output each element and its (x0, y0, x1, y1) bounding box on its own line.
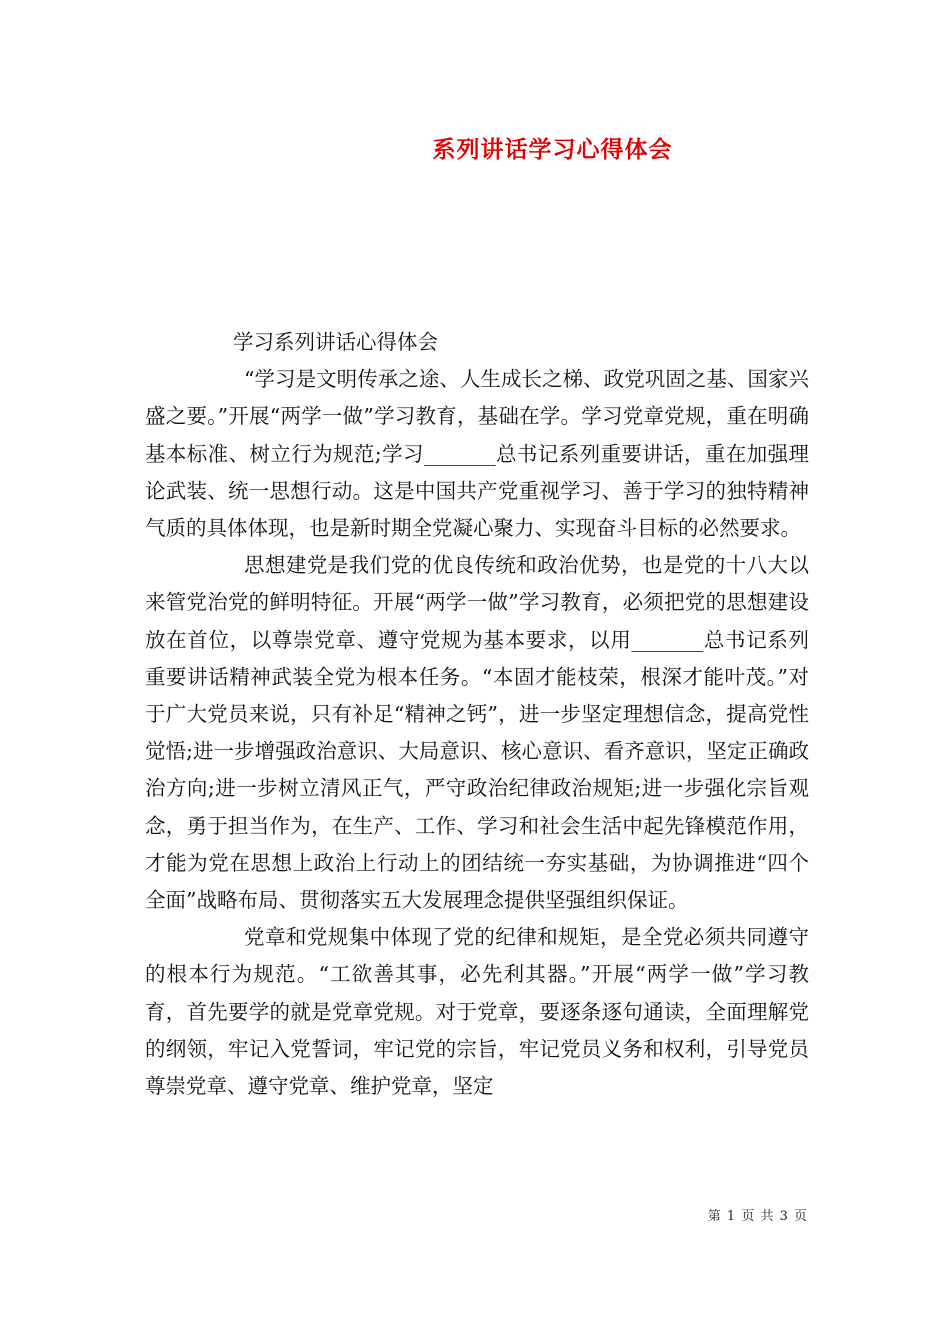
paragraph-3: 党章和党规集中体现了党的纪律和规矩，是全党必须共同遵守的根本行为规范。“工欲善其事，必先利其器。”开展“两学一做”学习教育，首先要学的就是党章党规。对于党章，要逐条逐句通读，全面理解党的纲领，牢记入党誓词，牢记党的宗旨，牢记党员义务和权利，引导党员尊崇党章、遵守党章、维护党章，坚定 (145, 925, 809, 1099)
document-title: 系列讲话学习心得体会 (432, 136, 673, 163)
paragraph-2: 思想建党是我们党的优良传统和政治优势，也是党的十八大以来管党治党的鲜明特征。开展“两学一做”学习教育，必须把党的思想建设放在首位，以尊崇党章、遵守党规为基本要求，以用_______总书记系列重要讲话精神武装全党为根本任务。“本固才能枝荣，根深才能叶茂。”对于广大党员来说，只有补足“精神之钙”，进一步坚定理想信念，提高党性觉悟;进一步增强政治意识、大局意识、核心意识、看齐意识，坚定正确政治方向;进一步树立清风正气，严守政治纪律政治规矩;进一步强化宗旨观念，勇于担当作为，在生产、工作、学习和社会生活中起先锋模范作用，才能为党在思想上政治上行动上的团结统一夯实基础，为协调推进“四个全面”战略布局、贯彻落实五大发展理念提供坚强组织保证。 (145, 553, 809, 913)
document-subtitle: 学习系列讲话心得体会 (233, 330, 438, 354)
document-body (145, 324, 809, 1105)
paragraph-1: “学习是文明传承之途、人生成长之梯、政党巩固之基、国家兴盛之要。”开展“两学一做”学习教育，基础在学。学习党章党规，重在明确基本标准、树立行为规范;学习_______总书记系列重要讲话，重在加强理论武装、统一思想行动。这是中国共产党重视学习、善于学习的独特精神气质的具体体现，也是新时期全党凝心聚力、实现奋斗目标的必然要求。 (145, 367, 809, 541)
page-number-footer: 第 1 页 共 3 页 (707, 1209, 808, 1224)
